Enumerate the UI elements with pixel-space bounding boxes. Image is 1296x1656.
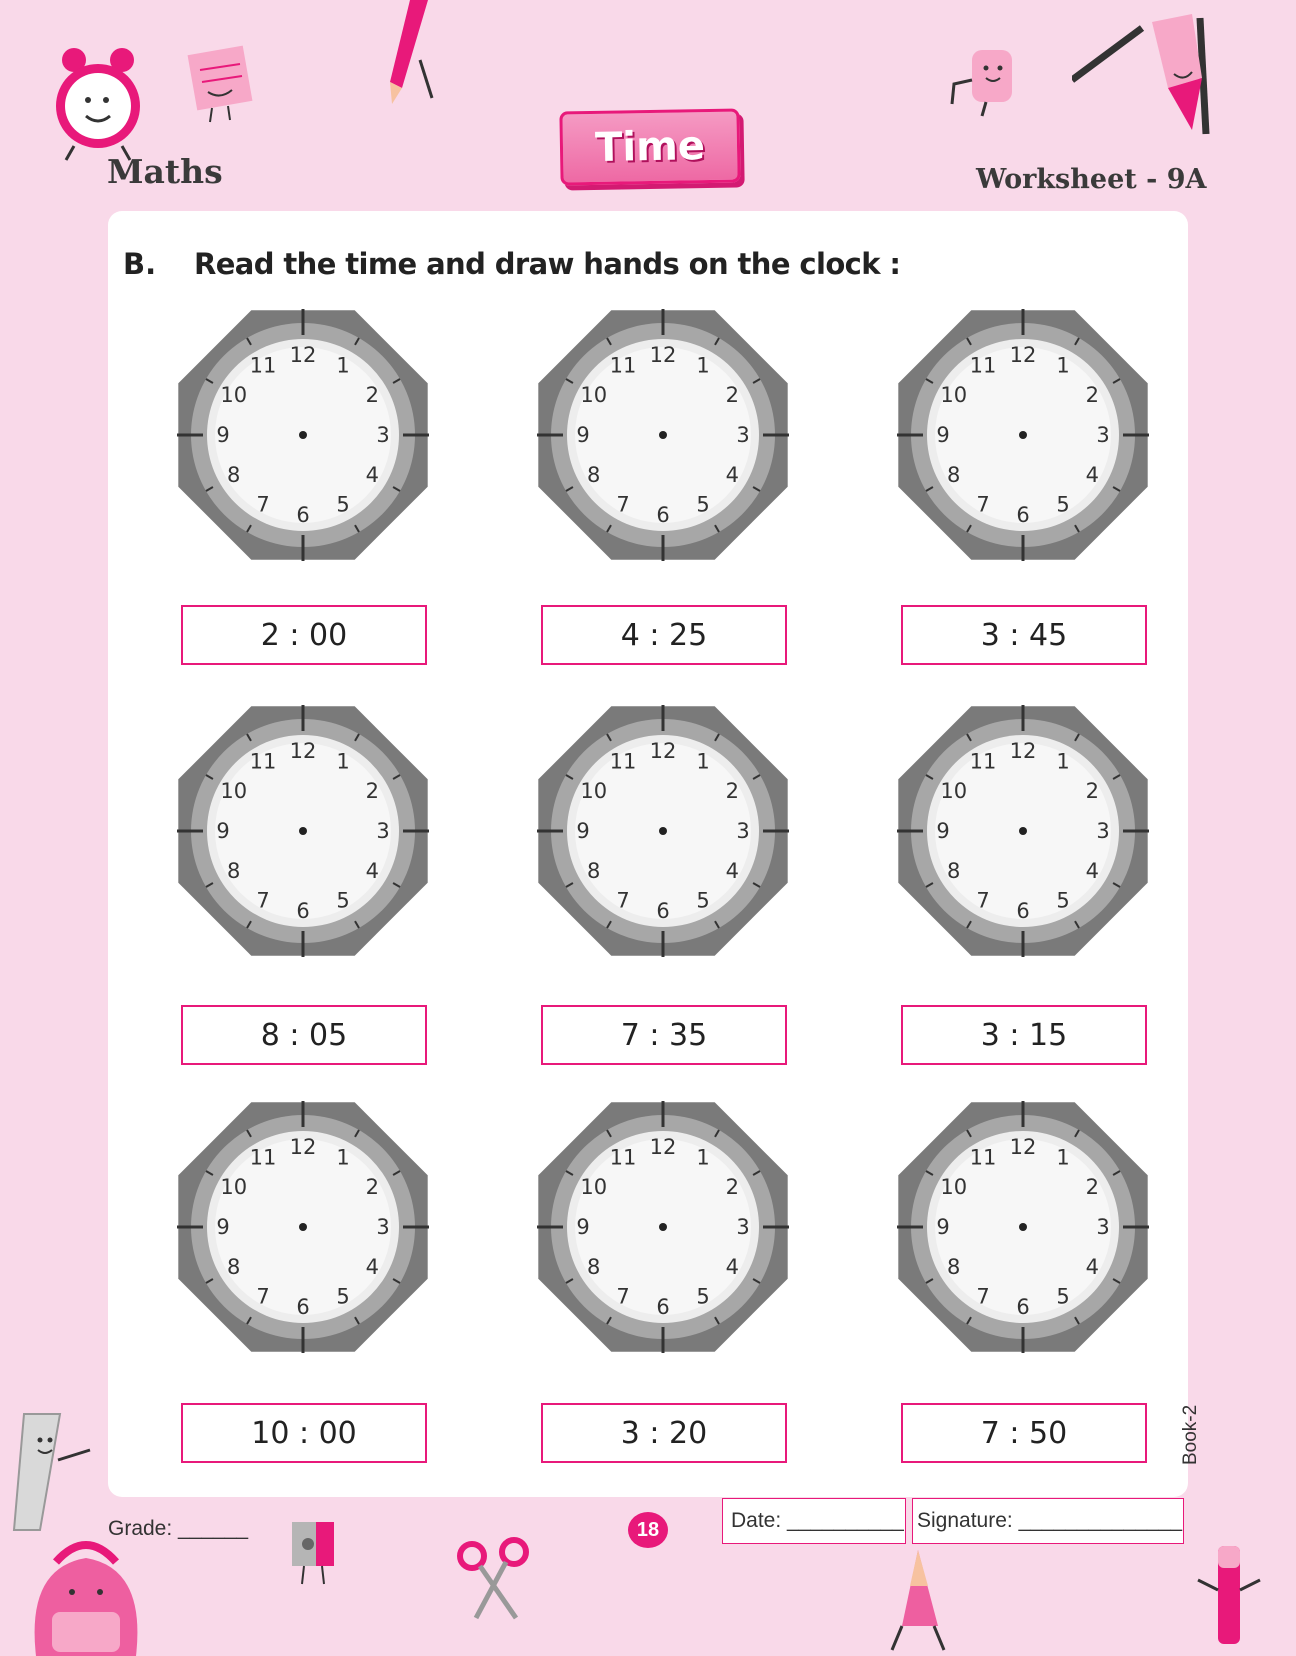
clock-number: 5 bbox=[696, 1284, 710, 1309]
clock-number: 7 bbox=[256, 492, 270, 517]
pencil-pair-icon bbox=[884, 1546, 958, 1654]
clock-number: 10 bbox=[220, 779, 248, 803]
ruler-icon bbox=[10, 1410, 96, 1540]
clock-number: 8 bbox=[947, 859, 961, 883]
clock-face[interactable] bbox=[173, 305, 433, 565]
sharpener-icon bbox=[282, 1516, 346, 1588]
clock-number: 12 bbox=[289, 739, 317, 763]
clock-graphic bbox=[533, 1097, 793, 1357]
clock-number: 10 bbox=[580, 779, 608, 803]
clock-number: 1 bbox=[696, 353, 710, 378]
page-number: 18 bbox=[628, 1512, 668, 1548]
question-letter: B. bbox=[123, 247, 157, 281]
clock-number: 5 bbox=[696, 492, 710, 517]
clock-number: 4 bbox=[725, 463, 739, 487]
clock-number: 8 bbox=[227, 859, 241, 883]
book-label: Book-2 bbox=[1180, 1404, 1201, 1465]
clock-number: 1 bbox=[696, 749, 710, 774]
clock-number: 10 bbox=[940, 1175, 968, 1199]
clock-number: 7 bbox=[976, 1284, 990, 1309]
clock-number: 3 bbox=[1096, 423, 1110, 447]
clock-face[interactable] bbox=[173, 701, 433, 961]
clock-center-dot bbox=[659, 1223, 667, 1231]
clock-number: 12 bbox=[289, 1135, 317, 1159]
clock-number: 9 bbox=[576, 423, 590, 447]
clock-number: 11 bbox=[969, 1145, 997, 1170]
pen-icon bbox=[1192, 1540, 1266, 1656]
clock-number: 9 bbox=[936, 423, 950, 447]
clock-graphic bbox=[533, 701, 793, 961]
clock-number: 2 bbox=[725, 779, 739, 803]
clock-number: 1 bbox=[1056, 353, 1070, 378]
clock-number: 11 bbox=[969, 353, 997, 378]
clock-number: 4 bbox=[365, 1255, 379, 1279]
time-label: 3 : 45 bbox=[901, 605, 1147, 665]
clock-graphic bbox=[173, 305, 433, 565]
clock-center-dot bbox=[299, 431, 307, 439]
clock-face[interactable] bbox=[893, 1097, 1153, 1357]
time-label: 3 : 20 bbox=[541, 1403, 787, 1463]
question-instruction: Read the time and draw hands on the clock : bbox=[194, 247, 901, 281]
signature-field[interactable]: Signature: ______________ bbox=[912, 1498, 1184, 1544]
clock-number: 9 bbox=[216, 819, 230, 843]
clock-number: 10 bbox=[940, 383, 968, 407]
clock-number: 1 bbox=[336, 353, 350, 378]
clock-number: 5 bbox=[696, 888, 710, 913]
time-label: 3 : 15 bbox=[901, 1005, 1147, 1065]
page-title: Time bbox=[559, 108, 740, 185]
clock-number: 11 bbox=[969, 749, 997, 774]
time-label: 10 : 00 bbox=[181, 1403, 427, 1463]
clock-number: 4 bbox=[1085, 1255, 1099, 1279]
clock-number: 7 bbox=[976, 492, 990, 517]
pencil-icon bbox=[380, 0, 440, 110]
clock-number: 9 bbox=[936, 819, 950, 843]
clock-number: 6 bbox=[296, 503, 310, 527]
clock-face[interactable] bbox=[533, 305, 793, 565]
clock-number: 2 bbox=[725, 1175, 739, 1199]
clock-number: 2 bbox=[365, 779, 379, 803]
clock-number: 6 bbox=[1016, 899, 1030, 923]
clock-number: 6 bbox=[1016, 503, 1030, 527]
eraser-icon bbox=[946, 40, 1026, 120]
clock-graphic bbox=[533, 305, 793, 565]
clock-number: 9 bbox=[576, 819, 590, 843]
clock-number: 5 bbox=[1056, 888, 1070, 913]
clock-number: 4 bbox=[365, 859, 379, 883]
clock-number: 8 bbox=[227, 463, 241, 487]
clock-number: 6 bbox=[656, 1295, 670, 1319]
clock-center-dot bbox=[659, 431, 667, 439]
clock-center-dot bbox=[299, 827, 307, 835]
clock-number: 3 bbox=[736, 819, 750, 843]
clock-number: 11 bbox=[249, 1145, 277, 1170]
clock-face[interactable] bbox=[533, 701, 793, 961]
clock-number: 8 bbox=[947, 463, 961, 487]
clock-number: 1 bbox=[336, 749, 350, 774]
clock-face[interactable] bbox=[173, 1097, 433, 1357]
clock-number: 10 bbox=[220, 383, 248, 407]
clock-number: 5 bbox=[1056, 492, 1070, 517]
clock-number: 4 bbox=[725, 1255, 739, 1279]
clock-number: 3 bbox=[1096, 1215, 1110, 1239]
clock-number: 5 bbox=[336, 1284, 350, 1309]
clock-number: 4 bbox=[725, 859, 739, 883]
clock-number: 7 bbox=[616, 492, 630, 517]
alarm-clock-icon bbox=[52, 44, 152, 162]
clock-number: 11 bbox=[609, 1145, 637, 1170]
clock-number: 6 bbox=[656, 899, 670, 923]
clock-number: 7 bbox=[616, 888, 630, 913]
clock-number: 8 bbox=[587, 859, 601, 883]
clock-center-dot bbox=[299, 1223, 307, 1231]
date-field[interactable]: Date: __________ bbox=[722, 1498, 906, 1544]
worksheet-label: Worksheet - 9A bbox=[976, 164, 1207, 195]
subject-label: Maths bbox=[107, 152, 223, 191]
clock-number: 9 bbox=[936, 1215, 950, 1239]
clock-number: 4 bbox=[1085, 859, 1099, 883]
clock-number: 7 bbox=[976, 888, 990, 913]
clock-face[interactable] bbox=[893, 701, 1153, 961]
clock-number: 7 bbox=[256, 1284, 270, 1309]
clock-number: 12 bbox=[649, 343, 677, 367]
clock-number: 6 bbox=[296, 899, 310, 923]
time-label: 2 : 00 bbox=[181, 605, 427, 665]
clock-number: 6 bbox=[296, 1295, 310, 1319]
clock-center-dot bbox=[659, 827, 667, 835]
clock-number: 9 bbox=[216, 1215, 230, 1239]
clock-number: 7 bbox=[256, 888, 270, 913]
notepad-icon bbox=[178, 44, 264, 126]
clock-number: 3 bbox=[1096, 819, 1110, 843]
clock-number: 3 bbox=[736, 423, 750, 447]
clock-number: 12 bbox=[1009, 343, 1037, 367]
clock-number: 1 bbox=[1056, 749, 1070, 774]
time-label: 8 : 05 bbox=[181, 1005, 427, 1065]
clock-number: 3 bbox=[376, 819, 390, 843]
clock-number: 10 bbox=[220, 1175, 248, 1199]
clock-number: 3 bbox=[376, 1215, 390, 1239]
time-label: 7 : 50 bbox=[901, 1403, 1147, 1463]
clock-graphic bbox=[173, 1097, 433, 1357]
clock-number: 4 bbox=[365, 463, 379, 487]
clock-graphic bbox=[173, 701, 433, 961]
clock-number: 5 bbox=[336, 492, 350, 517]
clock-number: 2 bbox=[1085, 1175, 1099, 1199]
clock-face[interactable] bbox=[533, 1097, 793, 1357]
clock-number: 11 bbox=[609, 749, 637, 774]
clock-center-dot bbox=[1019, 827, 1027, 835]
clock-number: 2 bbox=[365, 383, 379, 407]
time-label: 4 : 25 bbox=[541, 605, 787, 665]
clock-number: 5 bbox=[336, 888, 350, 913]
clock-number: 6 bbox=[1016, 1295, 1030, 1319]
clock-face[interactable] bbox=[893, 305, 1153, 565]
clock-graphic bbox=[893, 701, 1153, 961]
clock-center-dot bbox=[1019, 1223, 1027, 1231]
clock-number: 12 bbox=[1009, 739, 1037, 763]
clock-number: 8 bbox=[947, 1255, 961, 1279]
clock-number: 1 bbox=[696, 1145, 710, 1170]
clock-number: 2 bbox=[1085, 779, 1099, 803]
scissors-icon bbox=[456, 1536, 532, 1622]
clock-number: 12 bbox=[1009, 1135, 1037, 1159]
clock-graphic bbox=[893, 1097, 1153, 1357]
clock-number: 10 bbox=[580, 383, 608, 407]
clock-number: 11 bbox=[249, 749, 277, 774]
clock-number: 4 bbox=[1085, 463, 1099, 487]
clock-number: 3 bbox=[376, 423, 390, 447]
clock-number: 1 bbox=[336, 1145, 350, 1170]
clock-number: 5 bbox=[1056, 1284, 1070, 1309]
clock-number: 10 bbox=[580, 1175, 608, 1199]
clock-number: 8 bbox=[587, 1255, 601, 1279]
clock-number: 11 bbox=[609, 353, 637, 378]
clock-center-dot bbox=[1019, 431, 1027, 439]
clock-number: 8 bbox=[227, 1255, 241, 1279]
clock-number: 9 bbox=[576, 1215, 590, 1239]
clock-number: 12 bbox=[649, 1135, 677, 1159]
backpack-icon bbox=[16, 1528, 156, 1656]
clock-number: 12 bbox=[649, 739, 677, 763]
clock-number: 1 bbox=[1056, 1145, 1070, 1170]
clock-number: 3 bbox=[736, 1215, 750, 1239]
time-label: 7 : 35 bbox=[541, 1005, 787, 1065]
clock-number: 7 bbox=[616, 1284, 630, 1309]
clock-number: 10 bbox=[940, 779, 968, 803]
clock-number: 2 bbox=[725, 383, 739, 407]
clock-number: 11 bbox=[249, 353, 277, 378]
clock-number: 2 bbox=[365, 1175, 379, 1199]
clock-number: 12 bbox=[289, 343, 317, 367]
clock-number: 6 bbox=[656, 503, 670, 527]
grade-field[interactable]: Grade: ______ bbox=[108, 1517, 249, 1540]
clock-graphic bbox=[893, 305, 1153, 565]
clock-number: 8 bbox=[587, 463, 601, 487]
clock-number: 9 bbox=[216, 423, 230, 447]
clock-number: 2 bbox=[1085, 383, 1099, 407]
pencil-compass-icon bbox=[1072, 8, 1222, 138]
